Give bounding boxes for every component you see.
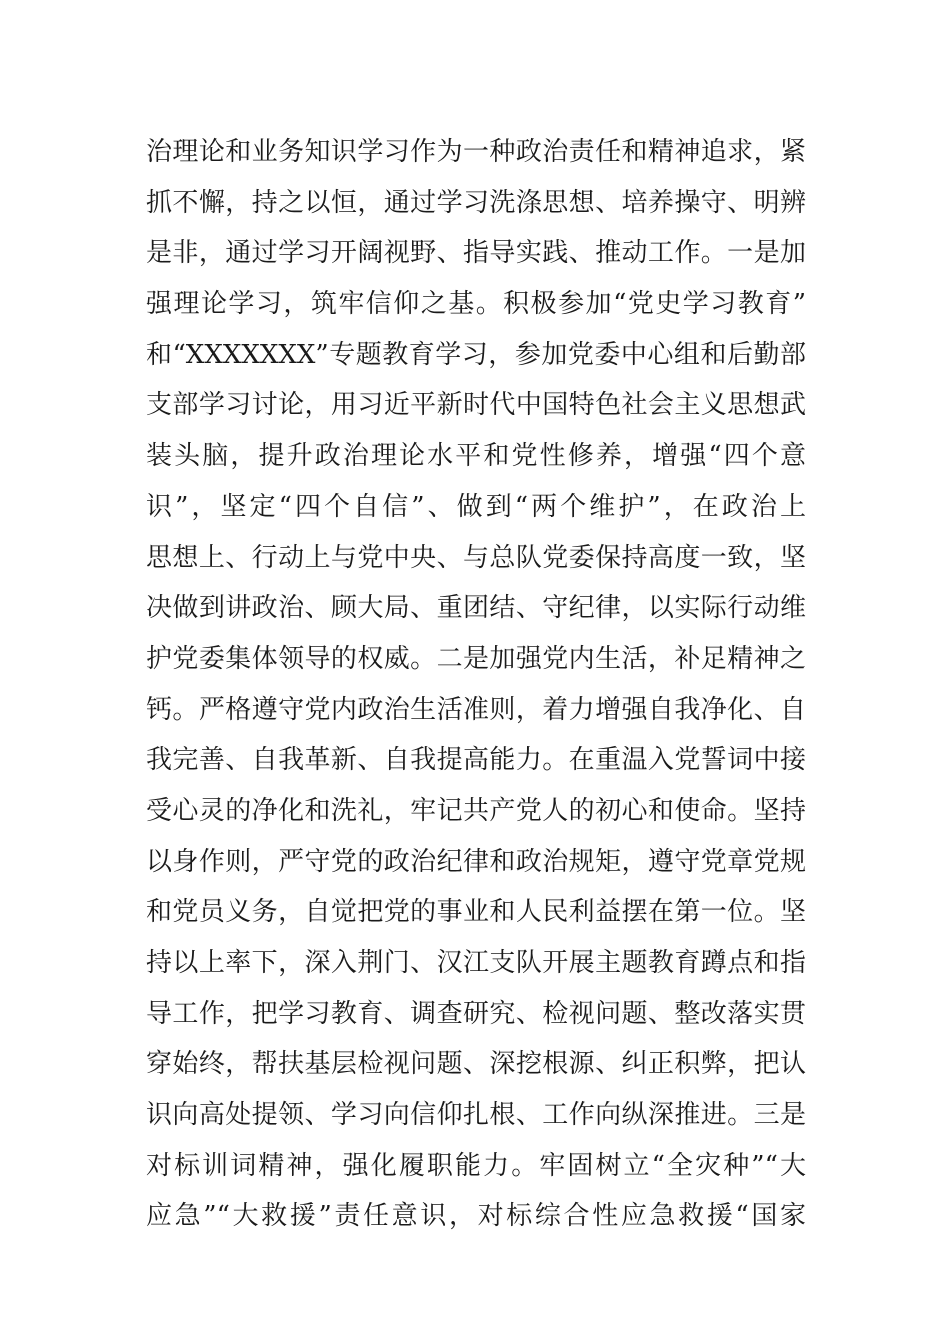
text-line: 持以上率下，深入荆门、汉江支队开展主题教育蹲点和指 xyxy=(146,948,806,978)
text-line: 决做到讲政治、顾大局、重团结、守纪律，以实际行动维 xyxy=(146,593,806,624)
text-line: 穿始终，帮扶基层检视问题、深挖根源、纠正积弊，把认 xyxy=(146,1049,806,1080)
text-line: 装头脑，提升政治理论水平和党性修养，增强“四个意 xyxy=(146,441,806,472)
text-line: 受心灵的净化和洗礼，牢记共产党人的初心和使命。坚持 xyxy=(146,795,806,826)
text-line: 抓不懈，持之以恒，通过学习洗涤思想、培养操守、明辨 xyxy=(146,187,806,218)
text-line: 对标训词精神，强化履职能力。牢固树立“全灾种”“大 xyxy=(146,1150,806,1181)
text-line: 护党委集体领导的权威。二是加强党内生活，补足精神之 xyxy=(146,643,806,674)
text-line: 导工作，把学习教育、调查研究、检视问题、整改落实贯 xyxy=(146,998,806,1029)
text-line: 我完善、自我革新、自我提高能力。在重温入党誓词中接 xyxy=(146,745,806,776)
text-line: 应急”“大救援”责任意识，对标综合性应急救援“国家 xyxy=(146,1201,806,1232)
text-line: 识向高处提领、学习向信仰扎根、工作向纵深推进。三是 xyxy=(146,1100,806,1131)
text-line: 和党员义务，自觉把党的事业和人民利益摆在第一位。坚 xyxy=(146,897,806,928)
text-line: 钙。严格遵守党内政治生活准则，着力增强自我净化、自 xyxy=(146,694,806,725)
text-line: 是非，通过学习开阔视野、指导实践、推动工作。一是加 xyxy=(146,238,806,269)
text-line: 支部学习讨论，用习近平新时代中国特色社会主义思想武 xyxy=(146,390,806,421)
text-line: 思想上、行动上与党中央、与总队党委保持高度一致，坚 xyxy=(146,542,806,573)
text-line: 治理论和业务知识学习作为一种政治责任和精神追求，紧 xyxy=(146,137,806,167)
text-line: 以身作则，严守党的政治纪律和政治规矩，遵守党章党规 xyxy=(146,846,806,877)
text-line: 识”，坚定“四个自信”、做到“两个维护”，在政治上 xyxy=(146,491,806,522)
text-line: 和“XXXXXXX”专题教育学习，参加党委中心组和后勤部 xyxy=(146,339,806,370)
text-line: 强理论学习，筑牢信仰之基。积极参加“党史学习教育” xyxy=(146,289,806,320)
body-paragraph xyxy=(146,127,806,1242)
